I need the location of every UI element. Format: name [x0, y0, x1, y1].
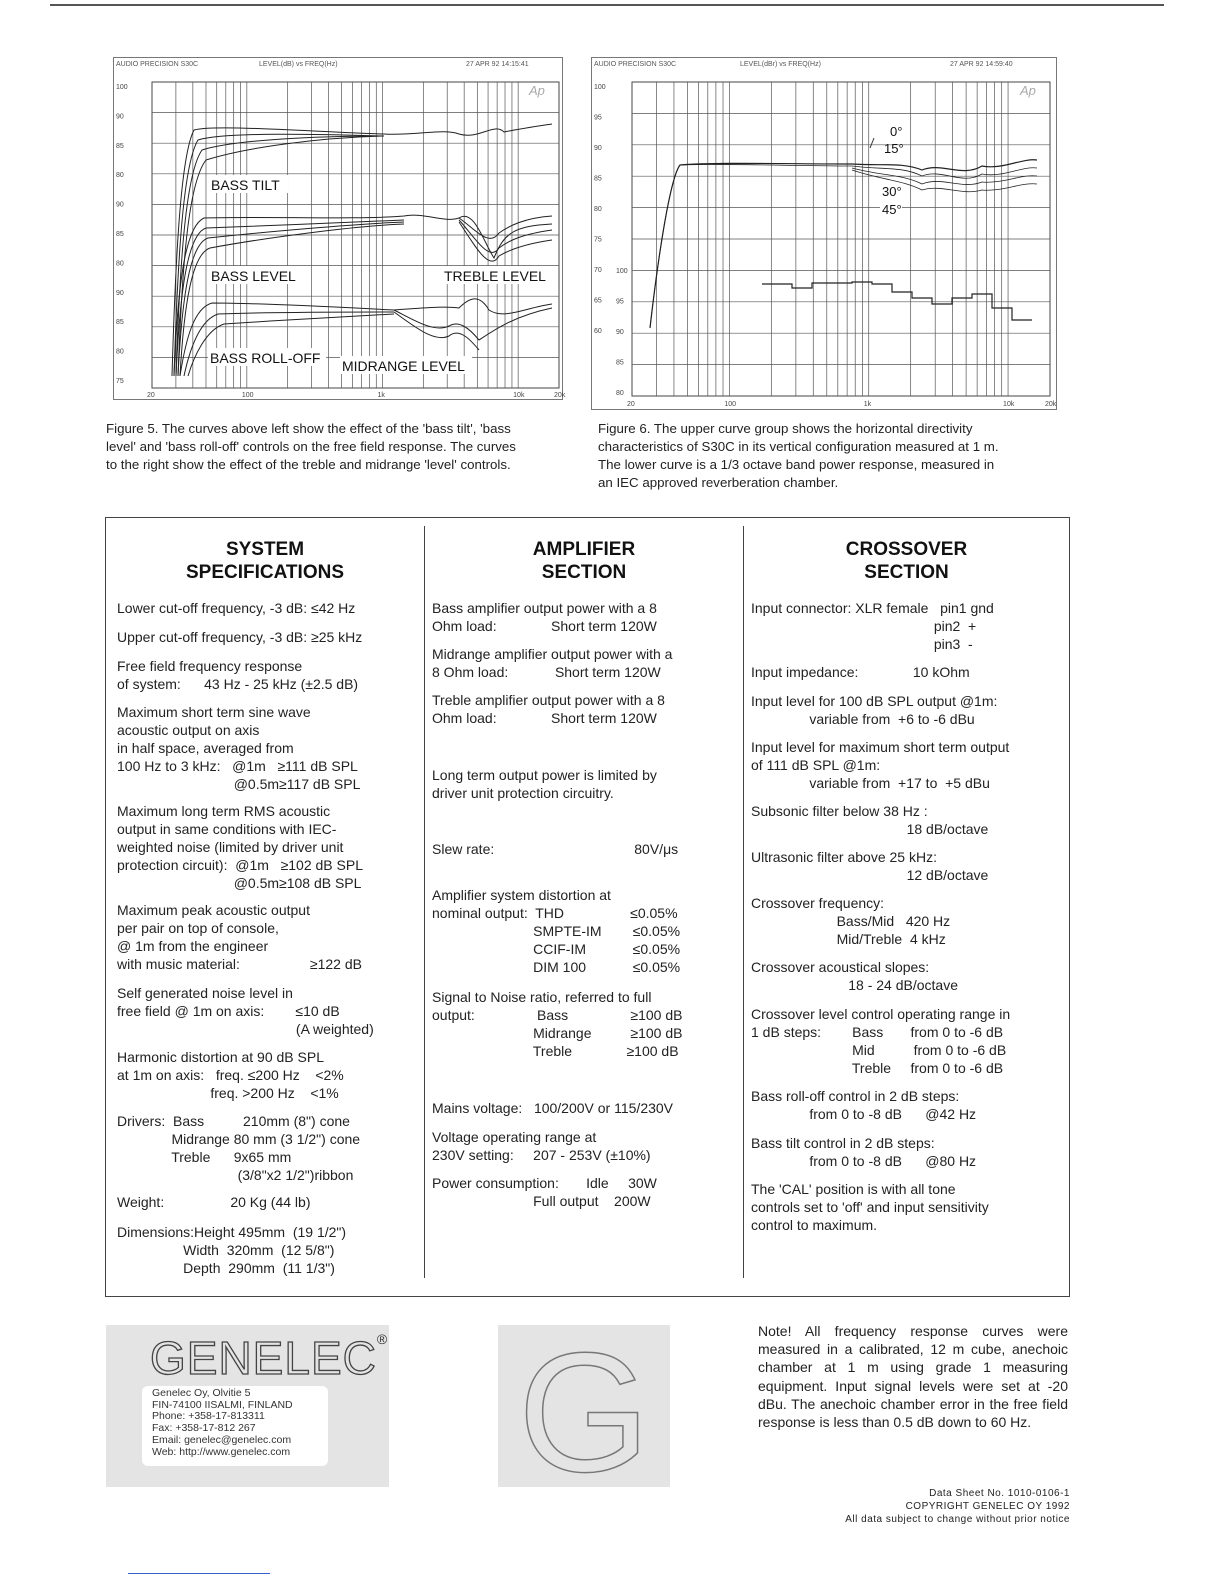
spec-treble-amp: Treble amplifier output power with a 8 Ohm load: Short term 120W [432, 692, 665, 726]
fig6-y-ticks-right [616, 268, 628, 397]
top-rule [50, 4, 1164, 6]
fig6-grid [632, 82, 1050, 396]
spec-input-impedance: Input impedance: 10 kOhm [751, 664, 970, 680]
spec-upper-cutoff: Upper cut-off frequency, -3 dB: ≥25 kHz [117, 629, 363, 645]
fig6-label-45deg: 45° [882, 202, 902, 217]
amplifier-title [425, 538, 743, 584]
fig5-label-treble-level: TREBLE LEVEL [444, 268, 546, 284]
spec-max-long-term: Maximum long term RMS acoustic output in same conditions with IEC- weighted noise (limited by driver unit protection circuit): @1m ≥102 dB SPL @0.5m≥108 dB SPL [117, 803, 363, 891]
address-line: Genelec Oy, Olvitie 5 [152, 1387, 251, 1399]
spec-cal-position: The 'CAL' position is with all tone controls set to 'off' and input sensitivity control to maximum. [751, 1181, 989, 1233]
y-tick-label: 70 [594, 267, 602, 274]
spec-crossover-slopes: Crossover acoustical slopes: 18 - 24 dB/octave [751, 959, 958, 993]
fig6-header-mid: LEVEL(dBr) vs FREQ(Hz) [740, 61, 821, 68]
bottom-rule [128, 1573, 270, 1574]
crossover-column [744, 518, 1069, 584]
fig5-label-midrange-level: MIDRANGE LEVEL [342, 358, 465, 374]
y-tick-label: 95 [616, 298, 624, 306]
x-tick-label: 20 [627, 401, 635, 408]
y-tick-label: 85 [116, 319, 124, 327]
x-tick-label: 20 [147, 392, 155, 399]
spec-snr: Signal to Noise ratio, referred to full output: Bass ≥100 dB Midrange ≥100 dB Treble ≥100 dB [432, 989, 683, 1059]
y-tick-label: 100 [594, 84, 606, 91]
system-column [106, 518, 424, 584]
y-tick-label: 65 [594, 297, 602, 305]
spec-subsonic: Subsonic filter below 38 Hz : 18 dB/octave [751, 803, 989, 837]
fig6-power-response [762, 282, 1032, 320]
y-tick-label: 85 [594, 175, 602, 183]
y-tick-label: 90 [116, 201, 124, 209]
fig6-label-0deg: 0° [890, 124, 903, 139]
registered-mark: ® [376, 1331, 389, 1347]
x-tick-label: 100 [241, 392, 254, 399]
caption5-line: Figure 5. The curves above left show the effect of the 'bass tilt', 'bass [106, 421, 511, 436]
crossover-title-line2: SECTION [864, 562, 949, 583]
fig5-curves [172, 124, 552, 376]
fig6-ap-mark: Ap [1020, 83, 1036, 98]
fig5-bass-tilt-curve-1 [172, 124, 552, 376]
specifications-box [105, 517, 1070, 1297]
spec-voltage-range: Voltage operating range at 230V setting: 207 - 253V (±10%) [432, 1129, 651, 1163]
amplifier-column [425, 518, 743, 584]
y-tick-label: 90 [616, 329, 624, 336]
system-title-line2: SPECIFICATIONS [186, 562, 344, 583]
spec-level-control: Crossover level control operating range in 1 dB steps: Bass from 0 to -6 dB Mid from 0 to -6 dB Treble from 0 to -6 dB [751, 1006, 1011, 1076]
figure-6-caption [598, 420, 1068, 492]
spec-max-short-term: Maximum short term sine wave acoustic output on axis in half space, averaged from 100 Hz to 3 kHz: @1m ≥111 dB SPL @0.5m≥117 dB SPL [117, 704, 361, 792]
fig6-header-left: AUDIO PRECISION S30C [594, 61, 677, 68]
figure-5-caption [106, 420, 572, 474]
x-tick-label: 20k [554, 392, 566, 399]
caption5-line: level' and 'bass roll-off' controls on the free field response. The curves [106, 439, 516, 454]
amplifier-title-line1: AMPLIFIER [532, 539, 636, 560]
x-tick-label: 20k [1045, 401, 1057, 408]
spec-ultrasonic: Ultrasonic filter above 25 kHz: 12 dB/octave [751, 849, 989, 883]
x-tick-label: 1k [377, 392, 385, 399]
y-tick-label: 85 [616, 359, 624, 367]
measurement-note: Note! All frequency response curves were measured in a calibrated, 12 m cube, anechoic chamber at 1 m using grade 1 measuring equipment. Input signal levels were set at -20 dBu. The anechoic chamber error in the free field response is less than 0.5 dB down to 60 Hz. [758, 1323, 1068, 1431]
y-tick-label: 80 [116, 172, 124, 180]
system-title [106, 538, 424, 584]
y-tick-label: 85 [116, 231, 124, 238]
fig5-ap-mark: Ap [529, 83, 545, 98]
fig6-leader-0 [870, 138, 874, 148]
fig6-x-ticks [627, 401, 1057, 408]
spec-crossover-frequency: Crossover frequency: Bass/Mid 420 Hz Mid/Treble 4 kHz [751, 895, 951, 947]
fig6-svg [592, 58, 1056, 409]
spec-input-level-100: Input level for 100 dB SPL output @1m: variable from +6 to -6 dBu [751, 693, 998, 727]
spec-bass-amp: Bass amplifier output power with a 8 Ohm load: Short term 120W [432, 600, 657, 634]
fig5-header-left: AUDIO PRECISION S30C [116, 61, 199, 68]
fig6-header-right: 27 APR 92 14:59:40 [950, 61, 1013, 68]
caption6-line: Figure 6. The upper curve group shows the horizontal directivity [598, 421, 973, 436]
fig5-midrange-curve-2 [394, 312, 479, 350]
spec-harmonic: Harmonic distortion at 90 dB SPL at 1m on axis: freq. ≤200 Hz <2% freq. >200 Hz <1% [117, 1049, 344, 1101]
caption6-line: The lower curve is a 1/3 octave band power response, measured in [598, 457, 995, 472]
column-divider [743, 526, 744, 1278]
address-line: Web: http://www.genelec.com [152, 1445, 291, 1458]
fig5-midrange-curve-1 [394, 308, 552, 340]
spec-dimensions: Dimensions:Height 495mm (19 1/2") Width 320mm (12 5/8") Depth 290mm (11 1/3") [117, 1224, 347, 1276]
address-line: Fax: +358-17-812 267 [152, 1422, 256, 1435]
caption6-line: characteristics of S30C in its vertical configuration measured at 1 m. [598, 439, 999, 454]
fig6-label-30deg: 30° [882, 184, 902, 199]
x-tick-label: 10k [513, 392, 525, 399]
address-block [152, 1388, 293, 1458]
fig5-header-right: 27 APR 92 14:15:41 [466, 61, 529, 68]
column-divider [424, 526, 425, 1278]
spec-mains: Mains voltage: 100/200V or 115/230V [432, 1100, 674, 1116]
spec-lower-cutoff: Lower cut-off frequency, -3 dB: ≤42 Hz [117, 600, 356, 616]
system-title-line1: SYSTEM [225, 539, 305, 560]
fig5-y-ticks [116, 84, 128, 385]
spec-power-consumption: Power consumption: Idle 30W Full output 200W [432, 1175, 657, 1209]
fig6-label-15deg: 15° [884, 141, 904, 156]
spec-weight: Weight: 20 Kg (44 lb) [117, 1194, 311, 1210]
spec-drivers: Drivers: Bass 210mm (8") cone Midrange 80 mm (3 1/2") cone Treble 9x65 mm (3/8"x2 1/2")ribbon [117, 1113, 361, 1183]
spec-bass-rolloff: Bass roll-off control in 2 dB steps: from 0 to -8 dB @42 Hz [751, 1088, 977, 1122]
fig6-y-ticks-left [594, 84, 606, 335]
fig5-label-bass-tilt: BASS TILT [211, 177, 280, 193]
genelec-g-panel [498, 1318, 670, 1508]
spec-max-peak: Maximum peak acoustic output per pair on top of console, @ 1m from the engineer with music material: ≥122 dB [117, 902, 362, 972]
fig5-treble-curve-3 [459, 222, 552, 261]
y-tick-label: 80 [616, 390, 624, 397]
crossover-title [744, 538, 1069, 584]
address-line: Phone: +358-17-813311 [152, 1410, 265, 1423]
spec-amp-distortion: Amplifier system distortion at nominal output: THD ≤0.05% SMPTE-IM ≤0.05% CCIF-IM ≤0.05% DIM 100 ≤0.05% [432, 887, 681, 975]
y-tick-label: 80 [116, 260, 124, 268]
y-tick-label: 75 [594, 236, 602, 244]
y-tick-label: 80 [594, 206, 602, 213]
g-logo-mark [498, 1318, 670, 1508]
fig5-x-ticks [147, 392, 566, 399]
spec-freefield: Free field frequency response of system: 43 Hz - 25 kHz (±2.5 dB) [117, 658, 359, 692]
y-tick-label: 90 [594, 145, 602, 152]
y-tick-label: 80 [116, 348, 124, 356]
address-line: FIN-74100 IISALMI, FINLAND [152, 1398, 293, 1411]
fig5-bass-tilt-curve-4 [178, 136, 384, 376]
spec-mid-amp: Midrange amplifier output power with a 8 Ohm load: Short term 120W [432, 646, 673, 680]
x-tick-label: 1k [863, 401, 872, 408]
disclaimer: All data subject to change without prior notice [845, 1514, 1070, 1525]
y-tick-label: 90 [116, 289, 124, 297]
spec-bass-tilt: Bass tilt control in 2 dB steps: from 0 to -8 dB @80 Hz [751, 1135, 977, 1169]
amplifier-title-line2: SECTION [541, 562, 627, 583]
spec-input-connector: Input connector: XLR female pin1 gnd pin2 + pin3 - [751, 600, 994, 652]
y-tick-label: 75 [116, 378, 124, 385]
y-tick-label: 100 [616, 268, 628, 275]
copyright: COPYRIGHT GENELEC OY 1992 [905, 1501, 1070, 1512]
fig5-label-bass-rolloff: BASS ROLL-OFF [210, 350, 321, 366]
y-tick-label: 60 [594, 328, 602, 335]
spec-slew-rate: Slew rate: 80V/μs [432, 841, 679, 857]
fig5-svg [114, 58, 566, 399]
y-tick-label: 95 [594, 114, 602, 122]
caption5-line: to the right show the effect of the treble and midrange 'level' controls. [106, 457, 511, 472]
crossover-title-line1: CROSSOVER [845, 539, 968, 560]
fig5-header-mid: LEVEL(dB) vs FREQ(Hz) [259, 61, 338, 68]
g-letter: G [518, 1318, 651, 1508]
genelec-logo [150, 1331, 388, 1385]
spec-noise: Self generated noise level in free field @ 1m on axis: ≤10 dB (A weighted) [117, 985, 374, 1037]
spec-long-term-limit: Long term output power is limited by driver unit protection circuitry. [432, 767, 657, 801]
caption6-line: an IEC approved reverberation chamber. [598, 475, 839, 490]
address-line: Email: genelec@genelec.com [152, 1433, 292, 1446]
fig5-label-bass-level: BASS LEVEL [211, 268, 296, 284]
y-tick-label: 100 [116, 84, 128, 91]
fig5-bass-tilt-curve-3 [176, 136, 384, 376]
spec-input-level-max: Input level for maximum short term output of 111 dB SPL @1m: variable from +17 to +5 dBu [751, 739, 1010, 791]
x-tick-label: 10k [1003, 401, 1015, 408]
genelec-logo-panel [106, 1325, 389, 1487]
y-tick-label: 90 [116, 113, 124, 121]
x-tick-label: 100 [724, 401, 737, 408]
figure-5-plot [113, 57, 566, 400]
y-tick-label: 85 [116, 142, 124, 150]
datasheet-number: Data Sheet No. 1010-0106-1 [929, 1488, 1070, 1499]
genelec-logo-text: GENELEC [150, 1332, 377, 1384]
figure-6-plot [591, 57, 1057, 410]
